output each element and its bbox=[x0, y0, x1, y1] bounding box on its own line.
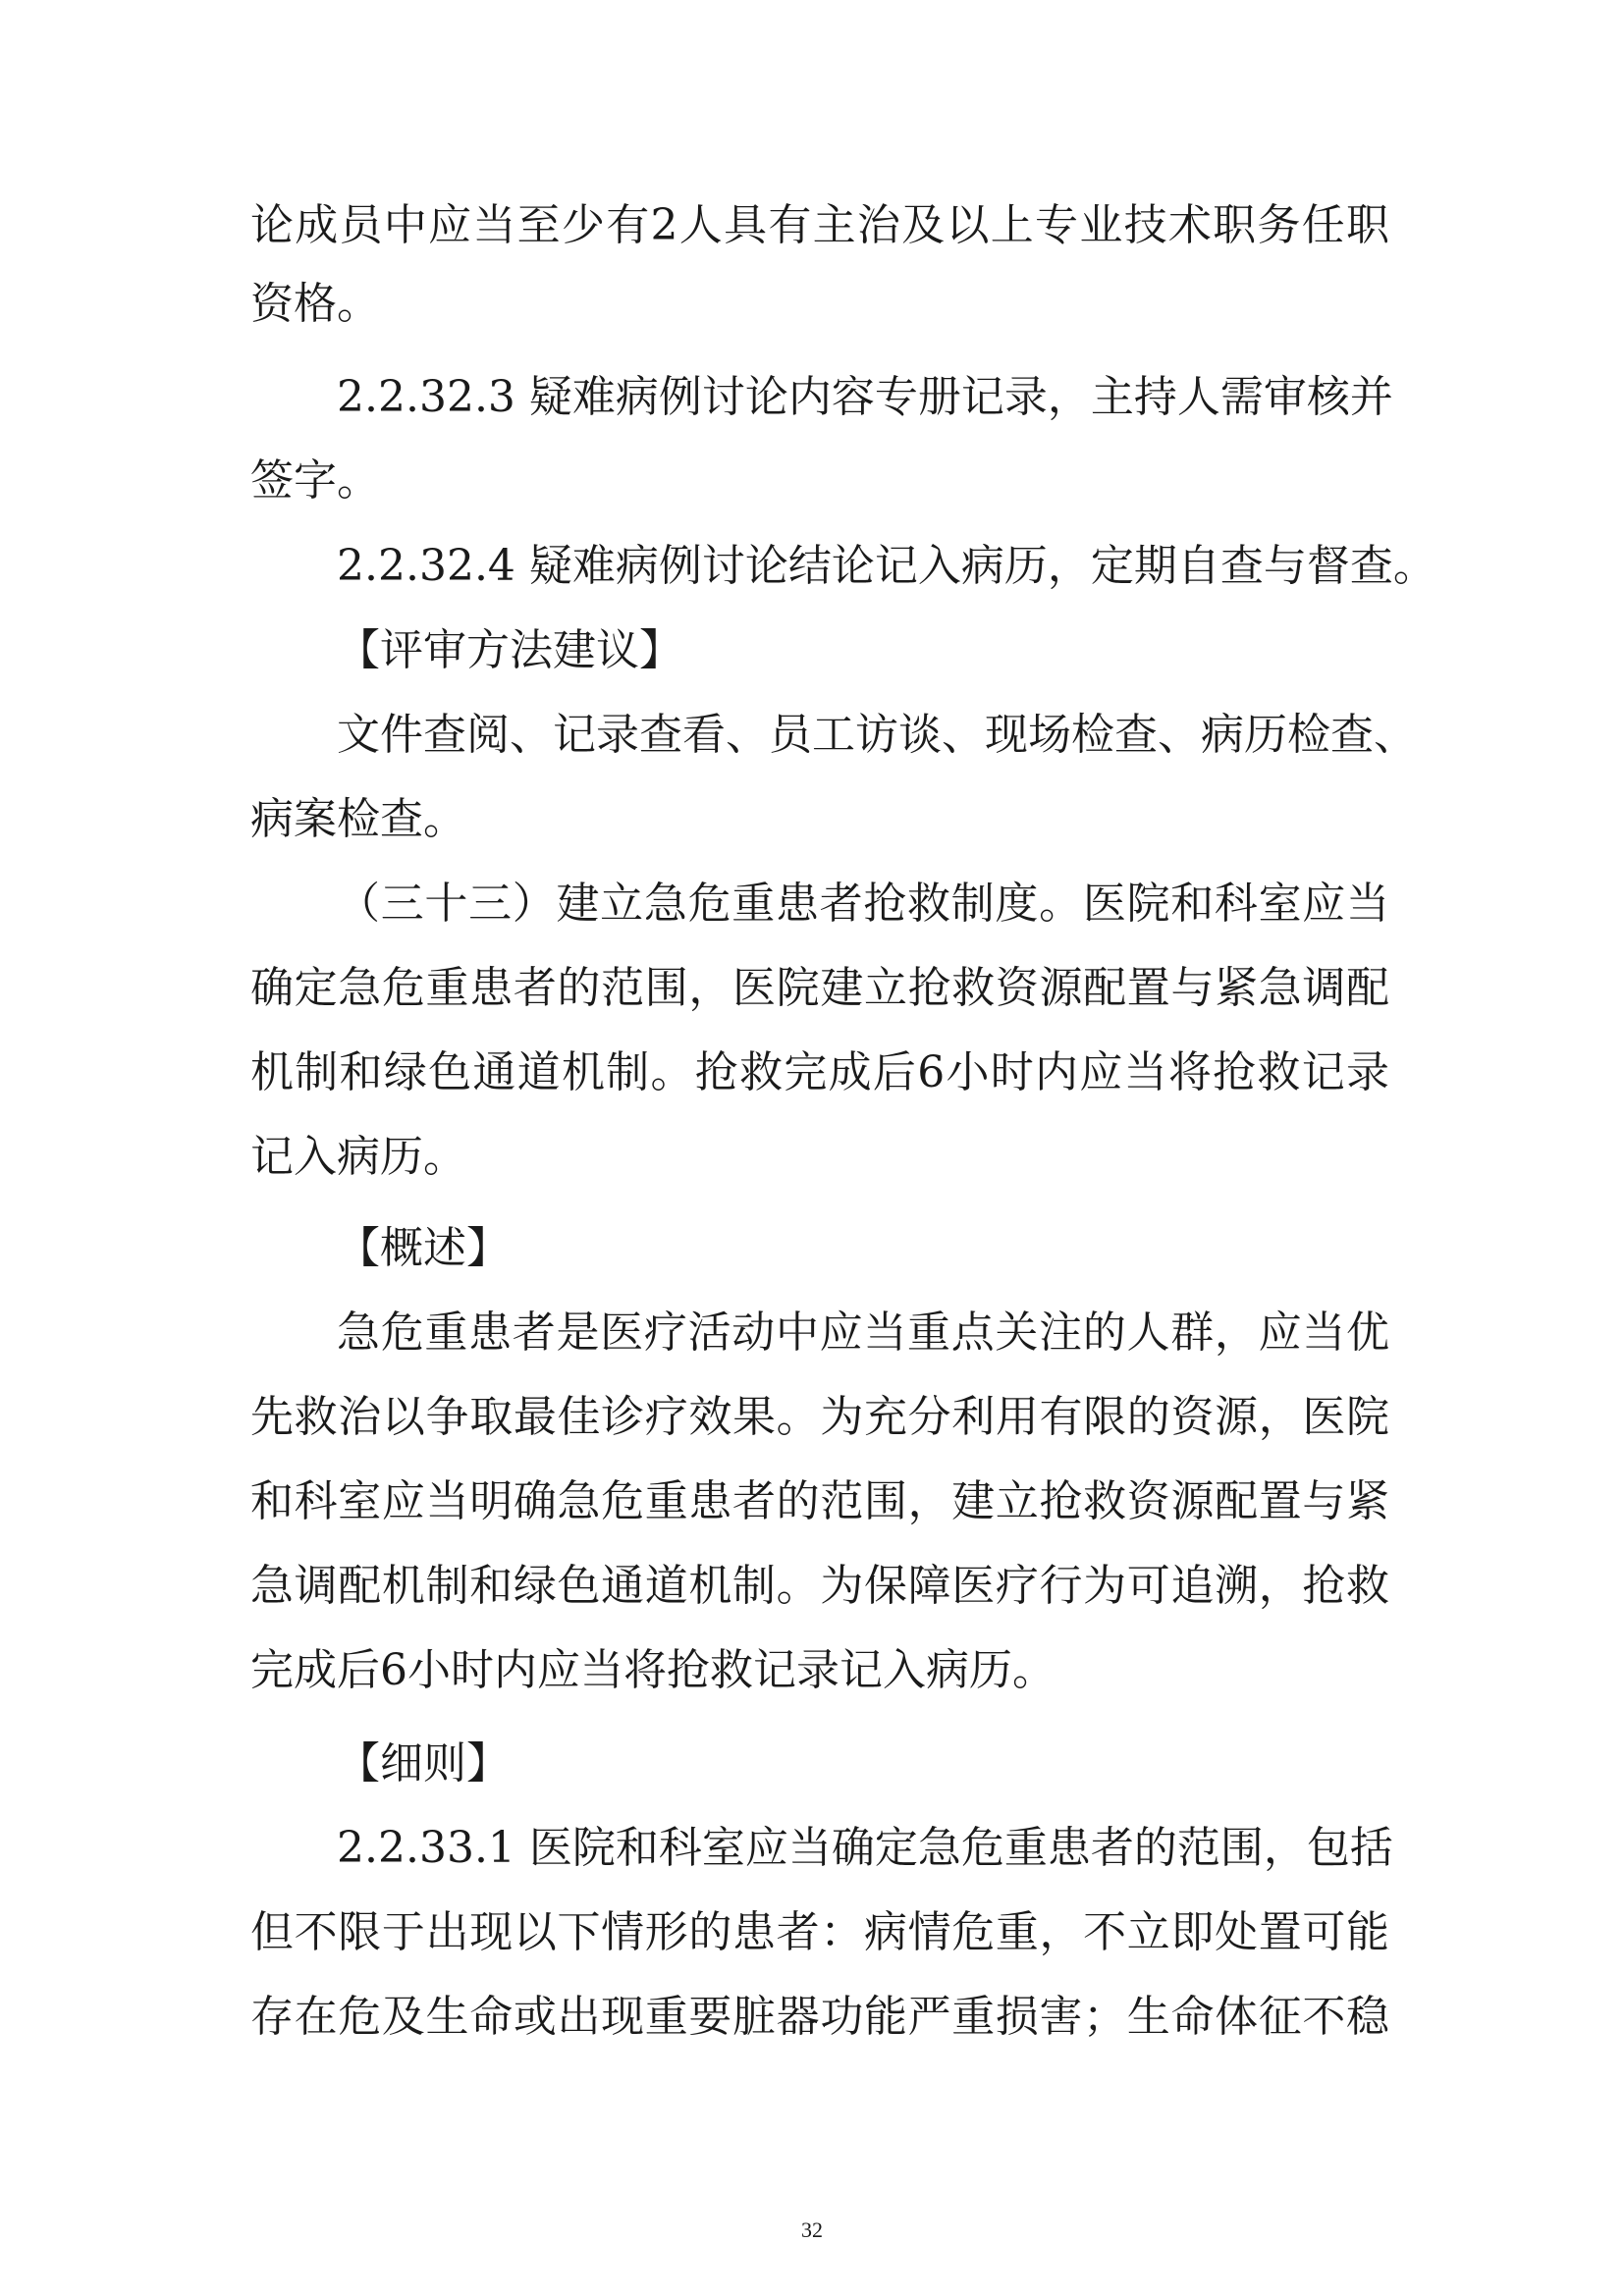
text-line: 确定急危重患者的范围，医院建立抢救资源配置与紧急调配 bbox=[250, 963, 1389, 1013]
text-line: 签字。 bbox=[250, 455, 380, 506]
page-number: 32 bbox=[801, 2217, 823, 2242]
text-line: 存在危及生命或出现重要脏器功能严重损害；生命体征不稳 bbox=[250, 1992, 1389, 2042]
text-line: 但不限于出现以下情形的患者：病情危重，不立即处置可能 bbox=[250, 1907, 1389, 1957]
text-line: （三十三）建立急危重患者抢救制度。医院和科室应当 bbox=[337, 879, 1389, 929]
text-line: 2.2.32.4 疑难病例讨论结论记入病历，定期自查与督查。 bbox=[337, 541, 1436, 591]
text-line: 和科室应当明确急危重患者的范围，建立抢救资源配置与紧 bbox=[250, 1476, 1389, 1526]
section-heading: 【细则】 bbox=[337, 1738, 510, 1789]
text-line: 文件查阅、记录查看、员工访谈、现场检查、病历检查、 bbox=[337, 710, 1417, 760]
text-line: 急危重患者是医疗活动中应当重点关注的人群，应当优 bbox=[337, 1308, 1389, 1358]
section-heading: 【评审方法建议】 bbox=[337, 625, 682, 675]
text-line: 2.2.33.1 医院和科室应当确定急危重患者的范围，包括 bbox=[337, 1823, 1393, 1873]
text-line: 论成员中应当至少有2人具有主治及以上专业技术职务任职 bbox=[250, 200, 1389, 250]
text-line: 机制和绿色通道机制。抢救完成后6小时内应当将抢救记录 bbox=[250, 1047, 1389, 1097]
text-line: 记入病历。 bbox=[250, 1132, 466, 1182]
text-line: 完成后6小时内应当将抢救记录记入病历。 bbox=[250, 1645, 1056, 1695]
text-line: 2.2.32.3 疑难病例讨论内容专册记录，主持人需审核并 bbox=[337, 372, 1393, 422]
text-line: 病案检查。 bbox=[250, 794, 466, 844]
text-line: 资格。 bbox=[250, 279, 380, 329]
text-line: 急调配机制和绿色通道机制。为保障医疗行为可追溯，抢救 bbox=[250, 1561, 1389, 1611]
text-line: 先救治以争取最佳诊疗效果。为充分利用有限的资源，医院 bbox=[250, 1392, 1389, 1442]
section-heading: 【概述】 bbox=[337, 1223, 510, 1273]
